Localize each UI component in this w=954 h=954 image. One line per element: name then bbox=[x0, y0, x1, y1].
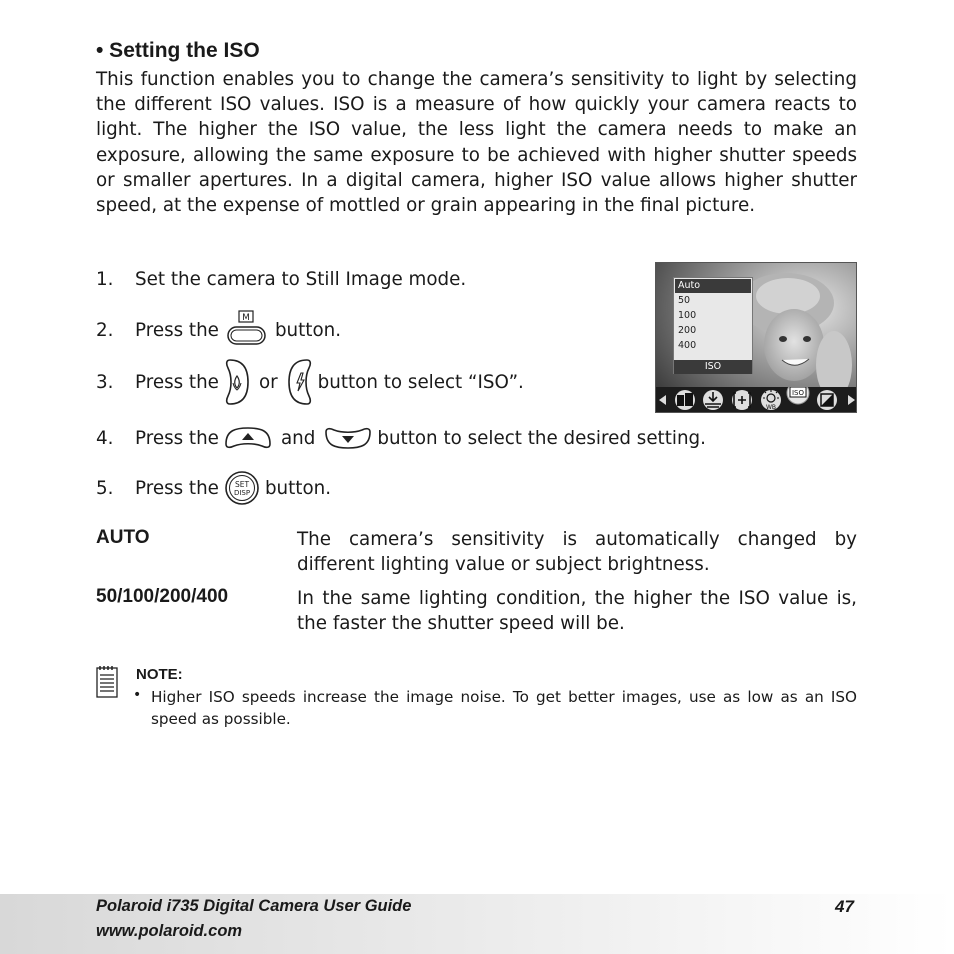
step-5 bbox=[96, 470, 331, 506]
menu-option-auto[interactable]: Auto bbox=[675, 279, 751, 293]
step-text: and bbox=[280, 427, 316, 449]
flash-right-button-icon bbox=[287, 358, 313, 406]
set-disp-button-icon bbox=[224, 470, 260, 506]
step-number: 1. bbox=[96, 269, 114, 290]
down-button-icon bbox=[324, 426, 372, 450]
svg-text:WB: WB bbox=[765, 404, 777, 411]
quality-icon bbox=[703, 390, 723, 410]
menu-button-icon bbox=[225, 310, 269, 350]
step-text: button. bbox=[274, 319, 342, 341]
step-number: 4. bbox=[96, 427, 114, 449]
def-desc-iso-values: In the same lighting condition, the higher the ISO value is, the faster the shutter speed will be. bbox=[297, 588, 857, 634]
metering-icon bbox=[732, 390, 752, 410]
def-term-auto: AUTO bbox=[96, 527, 150, 548]
step-text: or bbox=[258, 371, 278, 393]
note-title: NOTE: bbox=[136, 666, 183, 683]
intro-paragraph: This function enables you to change the camera’s sensitivity to light by selecting the different ISO values. ISO is a measure of how quickly your camera reacts to light. The higher the ISO value, the less light the camera needs to make an exposure, allowing the same exposure to be achieved with higher shutter speeds or smaller apertures. In a digital camera, higher ISO value allows higher shutter speed, at the expense of mottled or grain appearing in the final picture. bbox=[96, 69, 857, 217]
footer-url: www.polaroid.com bbox=[96, 922, 243, 940]
note-text: Higher ISO speeds increase the image noise. To get better images, use as low as an ISO speed as possible. bbox=[151, 688, 857, 728]
image-size-icon bbox=[675, 390, 695, 410]
step-text: button to select the desired setting. bbox=[377, 427, 706, 449]
notepad-icon bbox=[96, 666, 118, 698]
menu-option-200[interactable]: 200 bbox=[678, 325, 697, 336]
menu-footer-label: ISO bbox=[674, 360, 752, 374]
step-2 bbox=[96, 306, 341, 354]
arrow-right-icon bbox=[848, 395, 855, 405]
step-1 bbox=[96, 269, 466, 290]
step-4 bbox=[96, 424, 706, 452]
lcd-icon-bar bbox=[656, 387, 857, 413]
exposure-icon bbox=[817, 390, 837, 410]
step-text: Press the bbox=[135, 427, 219, 449]
page-number: 47 bbox=[835, 897, 854, 916]
white-balance-icon bbox=[761, 390, 781, 411]
step-text: Press the bbox=[135, 371, 219, 393]
svg-text:SET: SET bbox=[234, 480, 249, 489]
svg-text:DISP: DISP bbox=[233, 489, 250, 497]
step-text: button to select “ISO”. bbox=[317, 371, 524, 393]
note-bullet: • bbox=[133, 687, 142, 703]
iso-menu bbox=[673, 277, 753, 374]
footer-title: Polaroid i735 Digital Camera User Guide bbox=[96, 897, 412, 915]
step-text: Press the bbox=[135, 319, 219, 341]
svg-text:M: M bbox=[242, 313, 250, 323]
menu-option-400[interactable]: 400 bbox=[678, 340, 697, 351]
step-3 bbox=[96, 356, 524, 408]
macro-left-button-icon bbox=[224, 358, 250, 406]
up-button-icon bbox=[224, 426, 272, 450]
step-text: button. bbox=[264, 477, 332, 499]
def-desc-auto: The camera’s sensitivity is automatically changed by different lighting value or subject brightness. bbox=[297, 529, 857, 575]
def-term-iso-values: 50/100/200/400 bbox=[96, 586, 229, 607]
arrow-left-icon bbox=[659, 395, 666, 405]
menu-option-100[interactable]: 100 bbox=[678, 310, 697, 321]
step-text: Press the bbox=[135, 477, 219, 499]
section-heading: • Setting the ISO bbox=[96, 39, 260, 62]
iso-icon bbox=[787, 387, 809, 404]
step-text: Set the camera to Still Image mode. bbox=[135, 269, 467, 290]
svg-text:ISO: ISO bbox=[791, 389, 805, 397]
step-number: 2. bbox=[96, 319, 114, 341]
step-number: 5. bbox=[96, 477, 114, 499]
menu-option-50[interactable]: 50 bbox=[678, 295, 691, 306]
lcd-preview bbox=[655, 262, 857, 413]
step-number: 3. bbox=[96, 371, 114, 393]
